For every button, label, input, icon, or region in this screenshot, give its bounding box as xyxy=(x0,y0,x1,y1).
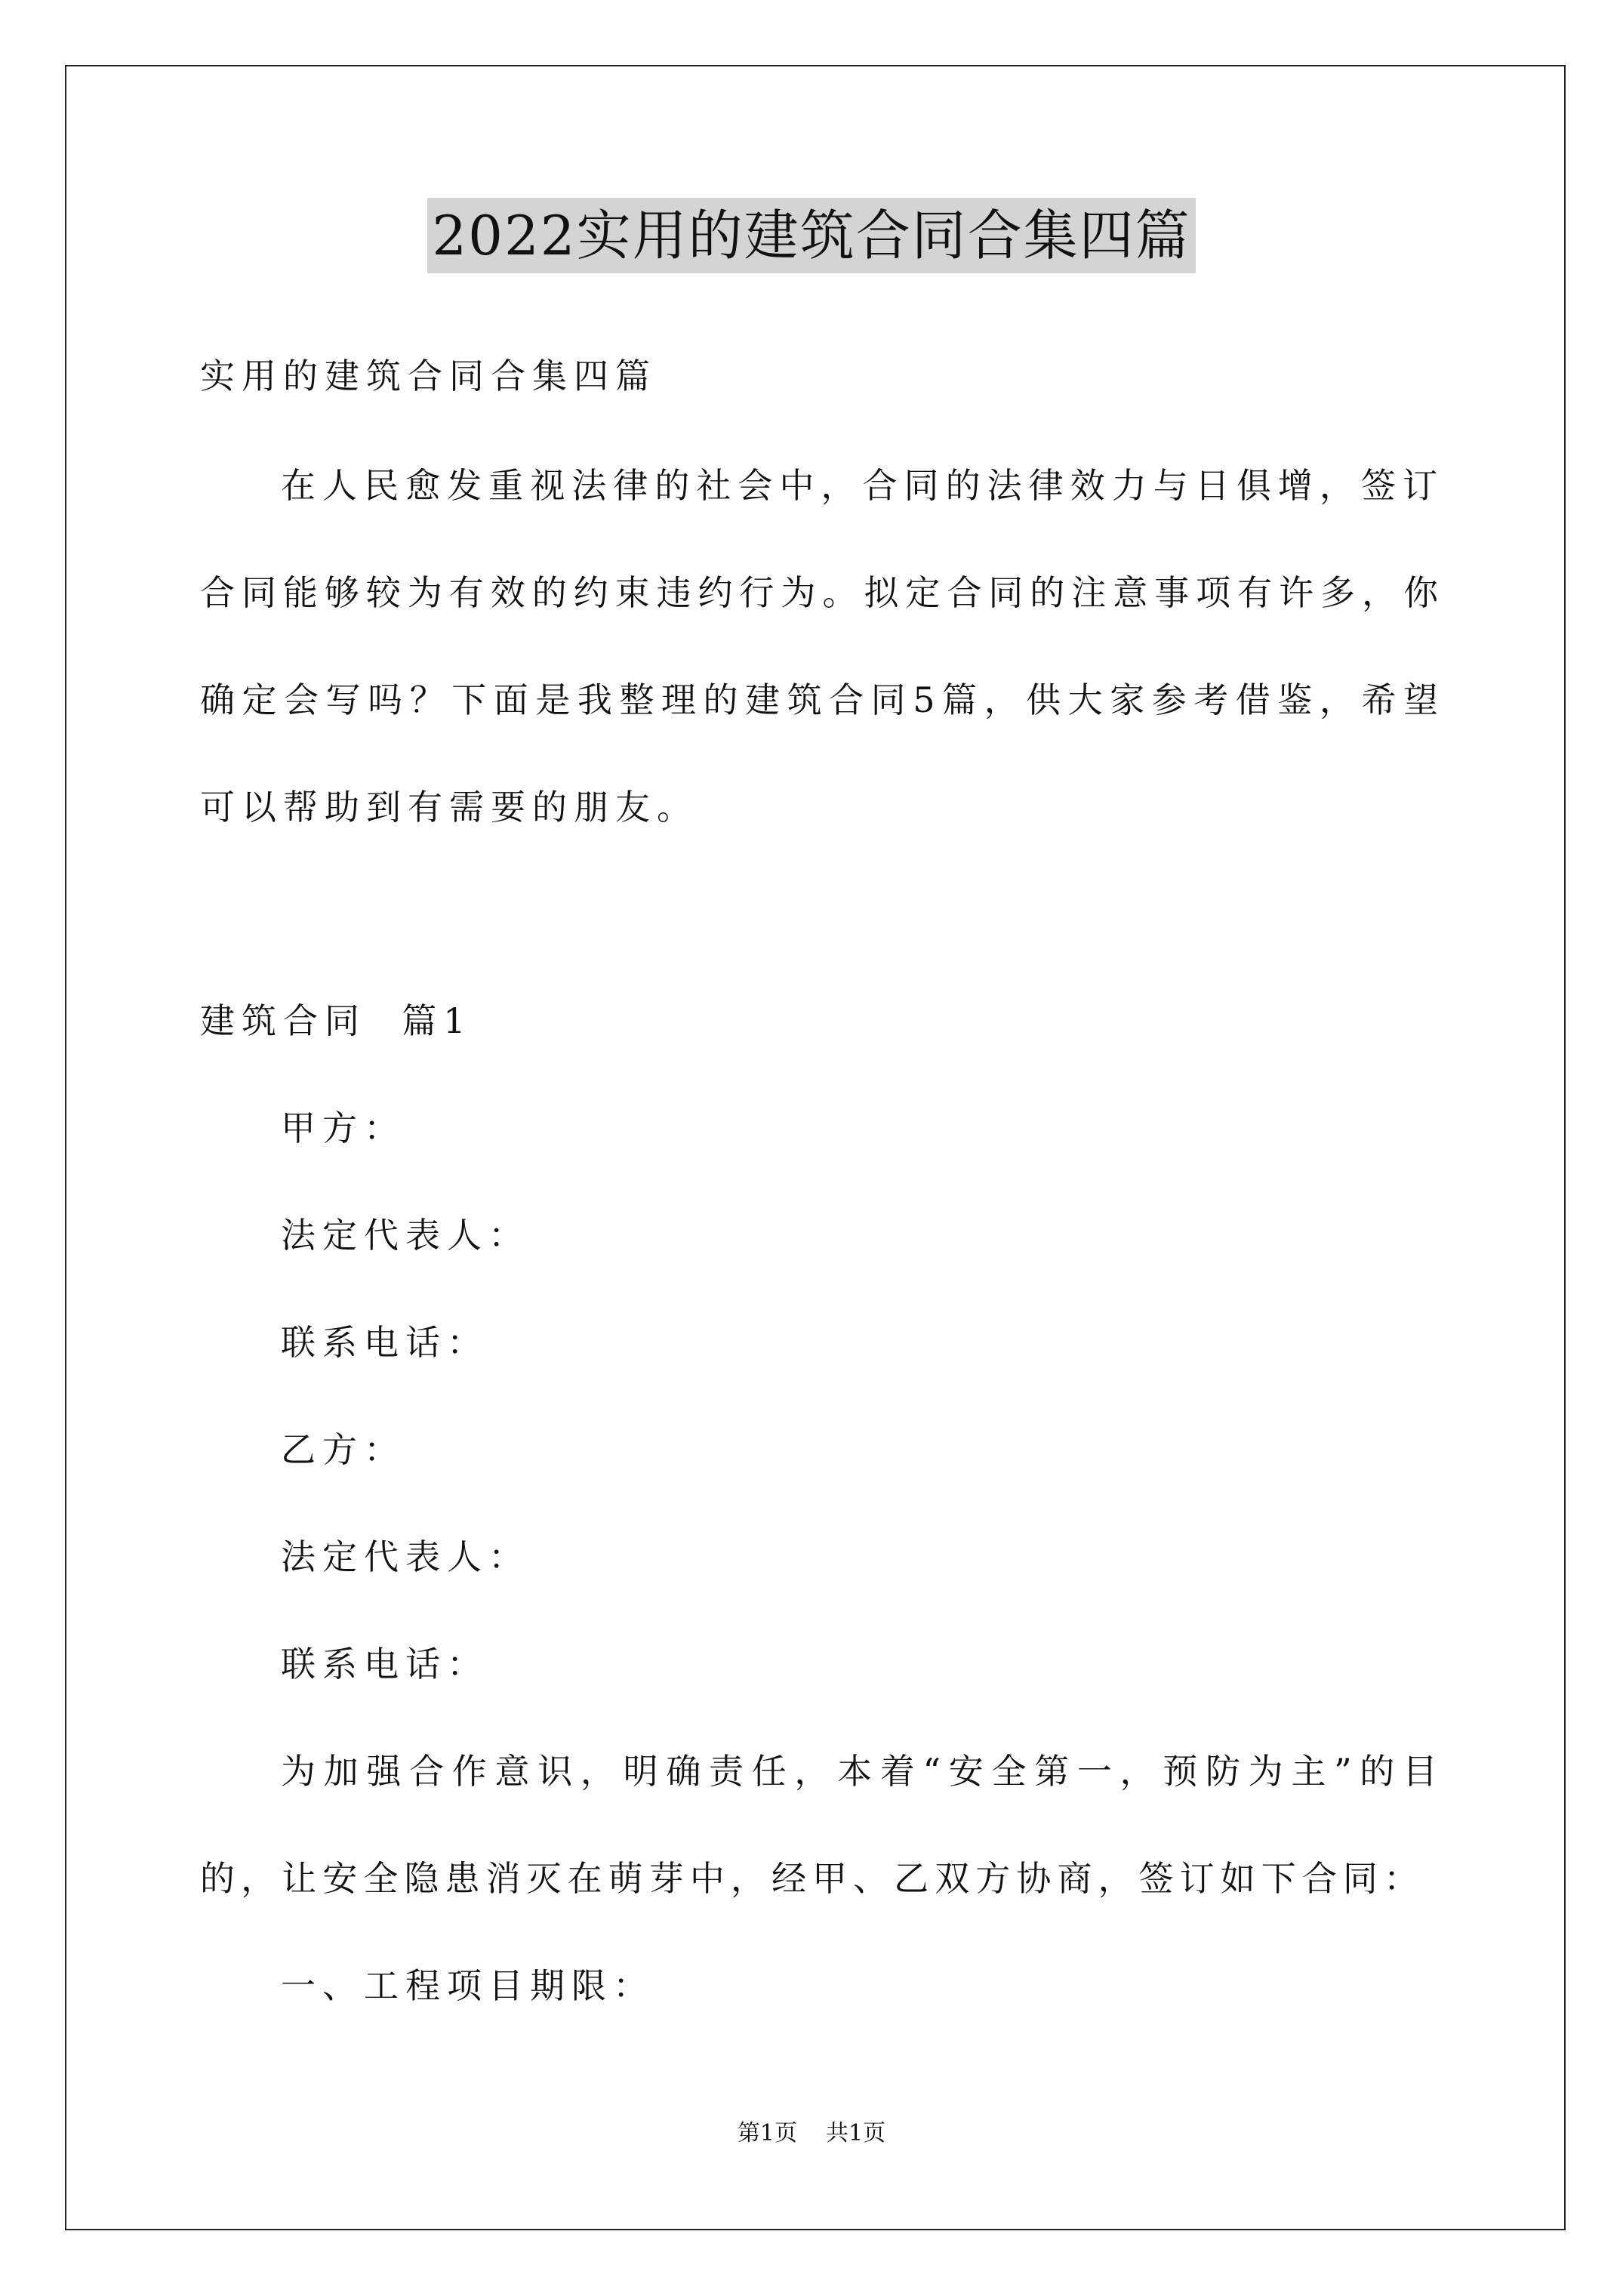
page-footer xyxy=(0,2119,1623,2149)
document-title: 2022实用的建筑合同合集四篇 xyxy=(427,198,1195,273)
page-number-total: 共1页 xyxy=(826,2120,886,2147)
page-number-current: 第1页 xyxy=(737,2120,797,2147)
party-b-label: 乙方： xyxy=(281,1429,405,1470)
intro-line-4: 可以帮助到有需要的朋友。 xyxy=(200,787,698,827)
party-a-rep-label: 法定代表人： xyxy=(281,1215,530,1256)
intro-line-3: 确定会写吗？下面是我整理的建筑合同5篇，供大家参考借鉴，希望 xyxy=(200,680,1438,720)
party-a-label: 甲方： xyxy=(281,1108,405,1148)
intro-line-2: 合同能够较为有效的约束违约行为。拟定合同的注意事项有许多，你 xyxy=(200,572,1438,613)
title-wrap xyxy=(0,198,1623,273)
purpose-line-1: 为加强合作意识，明确责任，本着“安全第一，预防为主”的目 xyxy=(281,1751,1437,1792)
document-subtitle: 实用的建筑合同合集四篇 xyxy=(200,356,657,396)
party-b-rep-label: 法定代表人： xyxy=(281,1536,530,1577)
party-b-phone-label: 联系电话： xyxy=(281,1644,488,1684)
clause-1-heading: 一、工程项目期限： xyxy=(281,1965,654,2006)
section-heading: 建筑合同 篇1 xyxy=(200,1000,473,1041)
intro-line-1: 在人民愈发重视法律的社会中，合同的法律效力与日俱增，签订 xyxy=(281,465,1437,506)
party-a-phone-label: 联系电话： xyxy=(281,1322,488,1363)
purpose-line-2: 的，让安全隐患消灭在萌芽中，经甲、乙双方协商，签订如下合同： xyxy=(200,1858,1418,1899)
